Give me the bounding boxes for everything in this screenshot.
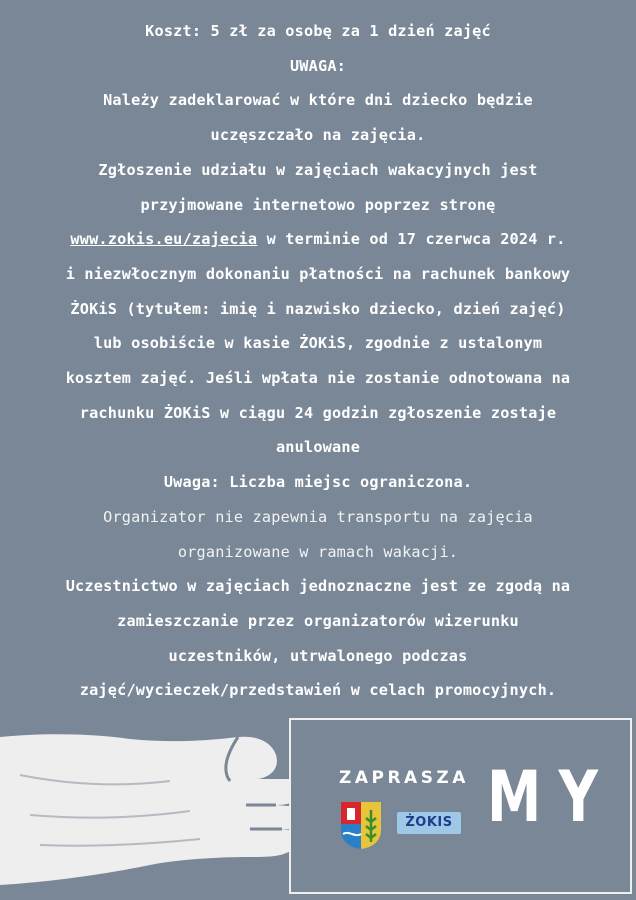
cost-line: Koszt: 5 zł za osobę za 1 dzień zajęć <box>145 22 491 40</box>
text-line: przyjmowane internetowo poprzez stronę <box>140 195 496 214</box>
consent-line: Uczestnictwo w zajęciach jednoznaczne jest ze zgodą na <box>65 577 571 596</box>
text-line: rachunku ŻOKiS w ciągu 24 godzin zgłoszenie zostaje <box>79 403 557 422</box>
zokis-logo: ŻOKIS <box>397 812 461 834</box>
coat-of-arms-icon <box>339 800 383 850</box>
text-line: uczęszczało na zajęcia. <box>210 126 426 145</box>
transport-line: Organizator nie zapewnia transportu na zajęcia <box>103 507 533 526</box>
text-line <box>0 222 636 257</box>
info-text <box>0 14 636 708</box>
consent-line: zajęć/wycieczek/przedstawień w celach promocyjnych. <box>79 681 557 700</box>
text-line: ŻOKiS (tytułem: imię i nazwisko dziecko, dzień zajęć) <box>70 299 566 318</box>
text-line: Zgłoszenie udziału w zajęciach wakacyjnych jest <box>98 160 538 179</box>
limit-line: Uwaga: Liczba miejsc ograniczona. <box>163 473 473 492</box>
text-line: kosztem zajęć. Jeśli wpłata nie zostanie odnotowana na <box>65 369 571 388</box>
invitation-card <box>289 718 632 894</box>
consent-line: uczestników, utrwalonego podczas <box>168 646 468 665</box>
consent-line: zamieszczanie przez organizatorów wizerunku <box>117 611 519 630</box>
text-fragment: w terminie od 17 czerwca 2024 r. <box>257 230 566 249</box>
text-line: Należy zadeklarować w które dni dziecko będzie <box>103 91 533 110</box>
transport-line: organizowane w ramach wakacji. <box>177 542 459 561</box>
warning-heading: UWAGA: <box>289 56 347 75</box>
text-line: i niezwłocznym dokonaniu płatności na rachunek bankowy <box>65 264 571 283</box>
text-line: anulowane <box>275 438 361 457</box>
invite-my-label: MY <box>487 756 616 838</box>
text-line: lub osobiście w kasie ŻOKiS, zgodnie z ustalonym <box>93 334 543 353</box>
invite-label: ZAPRASZA <box>339 768 469 788</box>
registration-link[interactable]: www.zokis.eu/zajecia <box>70 230 258 249</box>
